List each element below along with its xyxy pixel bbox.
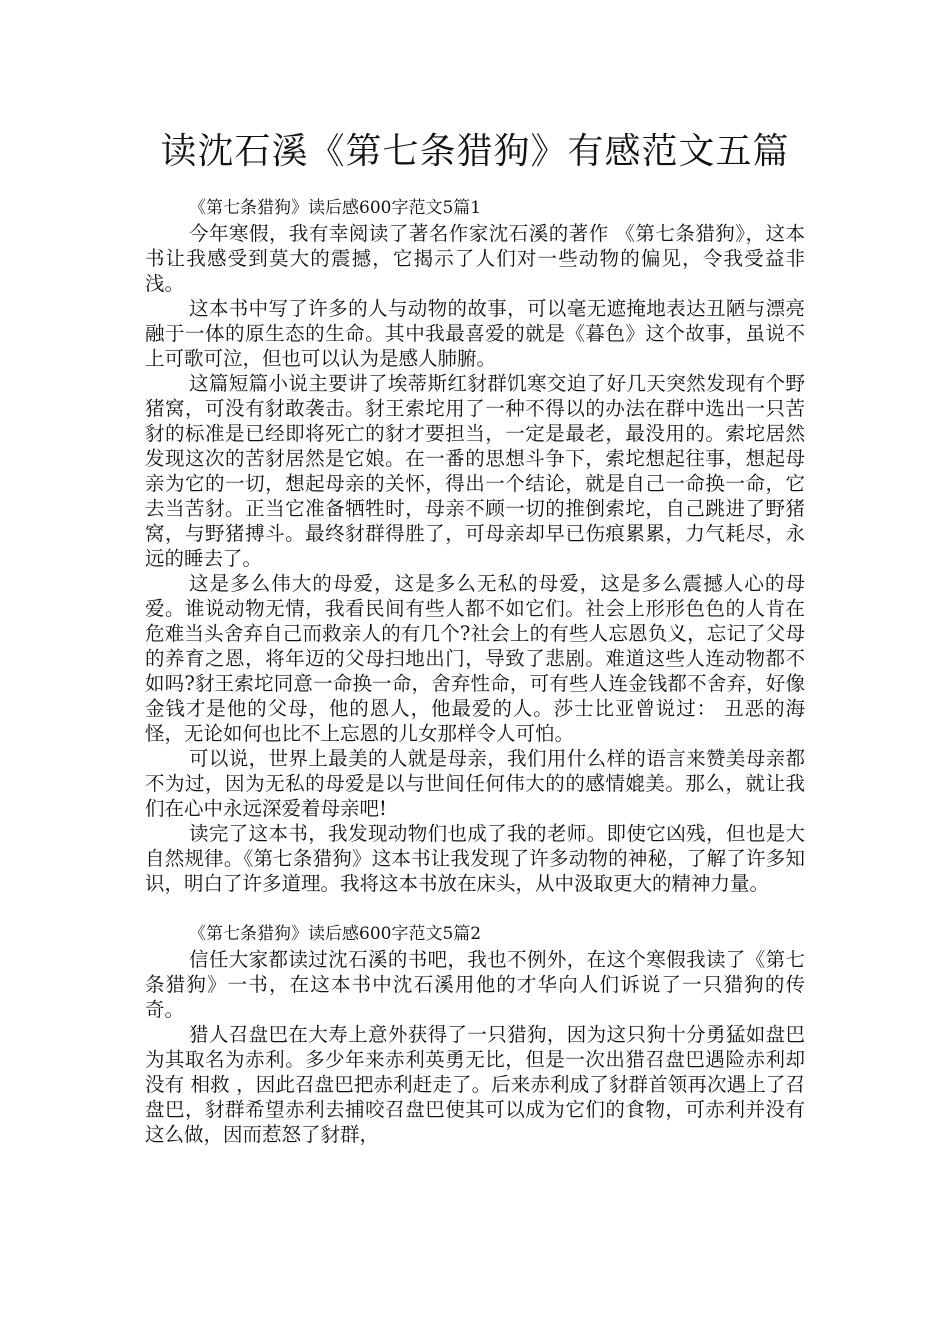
document-title: 读沈石溪《第七条猎狗》有感范文五篇 xyxy=(160,131,790,172)
section-heading: 《第七条猎狗》读后感600字范文5篇2 xyxy=(189,924,482,944)
section-heading: 《第七条猎狗》读后感600字范文5篇1 xyxy=(189,198,482,218)
paragraph: 这本书中写了许多的人与动物的故事，可以毫无遮掩地表达丑陋与漂亮融于一体的原生态的生命。其中我最喜爱的就是《暮色》这个故事，虽说不上可歌可泣，但也可以认为是感人肺腑。 xyxy=(145,297,805,370)
paragraph: 可以说，世界上最美的人就是母亲，我们用什么样的语言来赞美母亲都不为过，因为无私的母爱是以与世间任何伟大的的感情媲美。那么，就让我们在心中永远深爱着母亲吧! xyxy=(145,747,805,820)
essay-section-2 xyxy=(145,922,805,1147)
paragraph: 这是多么伟大的母爱，这是多么无私的母爱，这是多么震撼人心的母爱。谁说动物无情，我看民间有些人都不如它们。社会上形形色色的人肯在危难当头舍弃自己而救亲人的有几个?社会上的有些人忘恩负义，忘记了父母的养育之恩，将年迈的父母扫地出门，导致了悲剧。难道这些人连动物都不如吗?豺王索坨同意一命换一命，舍弃性命，可有些人连金钱都不舍弃，好像金钱才是他的父母，他的恩人，他最爱的人。莎士比亚曾说过： 丑恶的海怪，无论如何也比不上忘恩的儿女那样令人可怕。 xyxy=(145,572,805,745)
paragraph: 信任大家都读过沈石溪的书吧，我也不例外，在这个寒假我读了《第七条猎狗》一书，在这本书中沈石溪用他的才华向人们诉说了一只猎狗的传奇。 xyxy=(145,948,805,1021)
paragraph: 今年寒假，我有幸阅读了著名作家沈石溪的著作 《第七条猎狗》，这本书让我感受到莫大的震撼，它揭示了人们对一些动物的偏见，令我受益非浅。 xyxy=(145,222,805,295)
document-page xyxy=(145,130,805,1147)
paragraph: 读完了这本书，我发现动物们也成了我的老师。即使它凶残，但也是大自然规律。《第七条猎狗》这本书让我发现了许多动物的神秘，了解了许多知识，明白了许多道理。我将这本书放在床头，从中汲取更大的精神力量。 xyxy=(145,822,805,895)
paragraph: 猎人召盘巴在大寿上意外获得了一只猎狗，因为这只狗十分勇猛如盘巴为其取名为赤利。多少年来赤利英勇无比，但是一次出猎召盘巴遇险赤利却没有 相救 ，因此召盘巴把赤利赶走了。后来赤利成了豺群首领再次遇上了召盘巴，豺群希望赤利去捕咬召盘巴使其可以成为它们的食物，可赤利并没有这么做，因而惹怒了豺群， xyxy=(145,1023,805,1146)
paragraph: 这篇短篇小说主要讲了埃蒂斯红豺群饥寒交迫了好几天突然发现有个野猪窝，可没有豺敢袭击。豺王索坨用了一种不得以的办法在群中选出一只苦豺的标准是已经即将死亡的豺才要担当，一定是最老，最没用的。索坨居然发现这次的苦豺居然是它娘。在一番的思想斗争下，索坨想起往事，想起母亲为它的一切，想起母亲的关怀，得出一个结论，就是自己一命换一命，它去当苦豺。正当它准备牺牲时，母亲不顾一切的推倒索坨，自己跳进了野猪窝，与野猪搏斗。最终豺群得胜了，可母亲却早已伤痕累累，力气耗尽，永远的睡去了。 xyxy=(145,372,805,570)
essay-section-1 xyxy=(145,196,805,896)
